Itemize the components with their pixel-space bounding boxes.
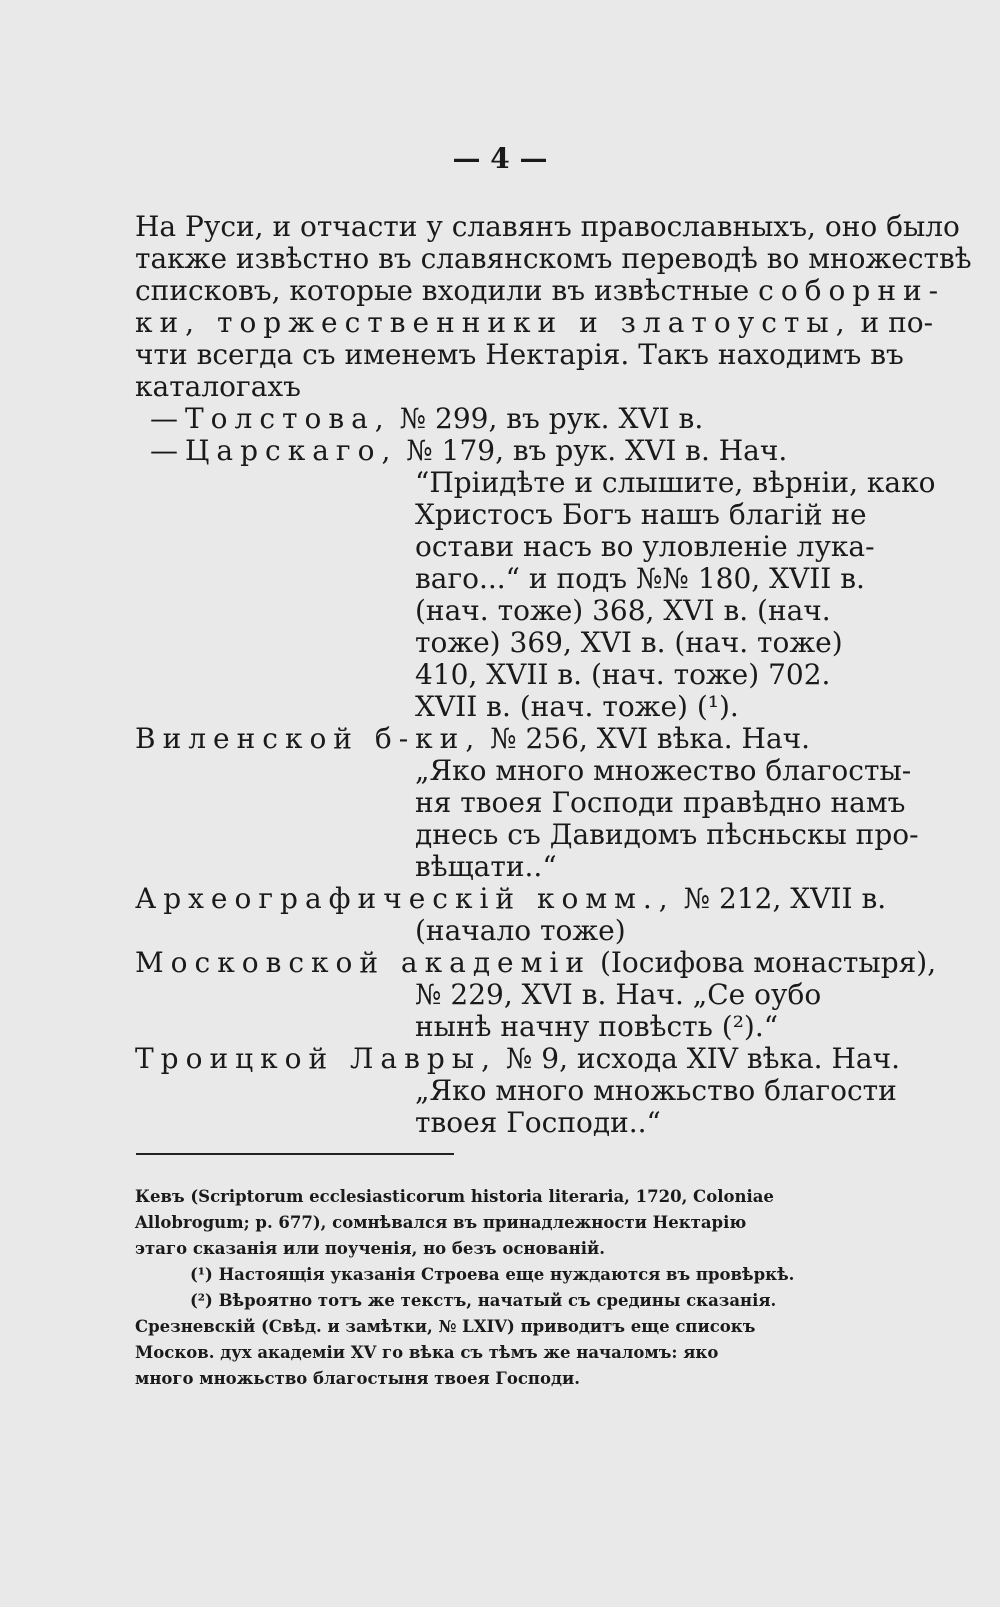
- text-line: каталогахъ: [135, 370, 301, 403]
- text-line: днесь съ Давидомъ пѣсньскы про-: [415, 818, 919, 851]
- text-line: „Яко много множество благосты-: [415, 754, 912, 787]
- footnote-line: много множьство благостыня твоея Господи.: [135, 1369, 580, 1388]
- spaced-text: ки, торжественники и златоусты,: [135, 306, 852, 339]
- catalog-entry-tsar: [150, 436, 787, 466]
- text-line: вѣщати..“: [415, 850, 557, 883]
- text-line: На Руси, и отчасти у славянъ православныхъ, оно было: [135, 210, 960, 243]
- footnote-line: Срезневскій (Свѣд. и замѣтки, № LXIV) приводитъ еще списокъ: [135, 1317, 756, 1336]
- catalog-entry-tolstov: [150, 404, 703, 434]
- footnote-divider: [136, 1153, 454, 1155]
- text-line: № 229, XVI в. Нач. „Се оубо: [415, 978, 822, 1011]
- footnote-line: Allobrogum; p. 677), сомнѣвался въ принадлежности Нектарію: [135, 1213, 747, 1232]
- catalog-entry-archeographic: [135, 884, 886, 914]
- catalog-name: Виленской б-ки,: [135, 722, 482, 755]
- text-line: также извѣстно въ славянскомъ переводѣ во множествѣ: [135, 242, 972, 275]
- spaced-text: соборни-: [758, 274, 946, 307]
- footnote-1: (¹) Настоящія указанія Строева еще нуждаются въ провѣркѣ.: [190, 1265, 795, 1284]
- text-line: „Яко много множьство благости: [415, 1074, 897, 1107]
- catalog-entry-trinity: [135, 1044, 900, 1074]
- catalog-name: —Царскаго,: [150, 434, 398, 467]
- catalog-detail: (Іосифова монастыря),: [599, 946, 937, 979]
- catalog-name: —Толстова,: [150, 402, 391, 435]
- footnote-line: этаго сказанія или поученія, но безъ основаній.: [135, 1239, 605, 1258]
- text-line: ваго...“ и подъ №№ 180, XVII в.: [415, 562, 865, 595]
- page-number: — 4 —: [452, 142, 548, 175]
- text-line: ня твоея Господи правѣдно намъ: [415, 786, 906, 819]
- text-line: Христосъ Богъ нашъ благій не: [415, 498, 867, 531]
- text-line: “Пріидѣте и слышите, вѣрніи, како: [415, 466, 936, 499]
- catalog-name: Московской академіи: [135, 946, 592, 979]
- text-segment: и по-: [860, 306, 934, 339]
- text-line: XVII в. (нач. тоже) (¹).: [415, 690, 739, 723]
- text-line: [135, 308, 933, 338]
- text-line: 410, XVII в. (нач. тоже) 702.: [415, 658, 831, 691]
- catalog-name: Археографическій комм.,: [135, 882, 675, 915]
- text-line: тоже) 369, XVI в. (нач. тоже): [415, 626, 843, 659]
- text-line: нынѣ начну повѣсть (²).“: [415, 1010, 779, 1043]
- footnote-line: Москов. дух академіи XV го вѣка съ тѣмъ же началомъ: яко: [135, 1343, 719, 1362]
- catalog-detail: № 299, въ рук. XVI в.: [399, 402, 704, 435]
- text-line: [135, 276, 945, 306]
- text-line: (нач. тоже) 368, XVI в. (нач.: [415, 594, 831, 627]
- text-segment: списковъ, которые входили въ извѣстные: [135, 274, 750, 307]
- text-line: твоея Господи..“: [415, 1106, 661, 1139]
- footnote-line: Кевъ (Scriptorum ecclesiasticorum historia literaria, 1720, Coloniae: [135, 1187, 774, 1206]
- catalog-detail: № 179, въ рук. XVI в. Нач.: [406, 434, 788, 467]
- catalog-entry-vilna: [135, 724, 810, 754]
- text-line: (начало тоже): [415, 914, 626, 947]
- catalog-entry-moscow: [135, 948, 936, 978]
- catalog-detail: № 256, XVI вѣка. Нач.: [490, 722, 811, 755]
- text-line: остави насъ во уловленіе лука-: [415, 530, 875, 563]
- text-line: чти всегда съ именемъ Нектарія. Такъ находимъ въ: [135, 338, 904, 371]
- catalog-detail: № 9, исхода XIV вѣка. Нач.: [505, 1042, 901, 1075]
- catalog-detail: № 212, XVII в.: [683, 882, 887, 915]
- catalog-name: Троицкой Лавры,: [135, 1042, 497, 1075]
- footnote-2: (²) Вѣроятно тотъ же текстъ, начатый съ средины сказанія.: [190, 1291, 777, 1310]
